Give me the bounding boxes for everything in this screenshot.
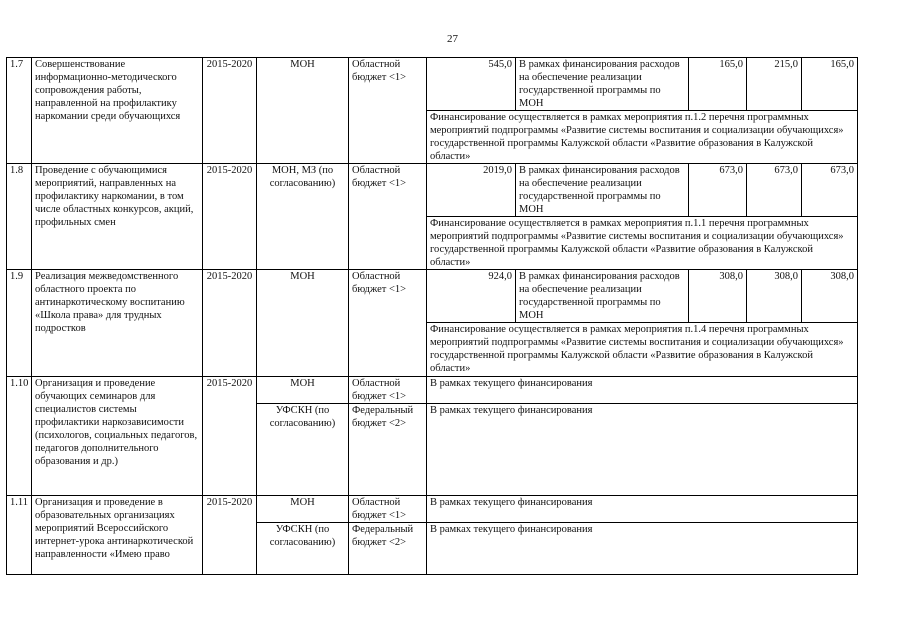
period: 2015-2020 bbox=[203, 496, 257, 575]
year-amount-1: 308,0 bbox=[689, 270, 747, 323]
program-activities-table bbox=[6, 57, 858, 575]
funding-note: Финансирование осуществляется в рамках мероприятия п.1.1 перечня программных мероприятий подпрограммы «Развитие системы воспитания и социализации обучающихся» государственной программы Калужской области «Развитие образования в Калужской области» bbox=[427, 217, 858, 270]
table-row bbox=[7, 496, 858, 523]
year-amount-1: 165,0 bbox=[689, 58, 747, 111]
executor: УФСКН (по согласованию) bbox=[257, 523, 349, 575]
executor: МОН bbox=[257, 58, 349, 164]
period: 2015-2020 bbox=[203, 164, 257, 270]
funding-note: В рамках текущего финансирования bbox=[427, 404, 858, 496]
period: 2015-2020 bbox=[203, 58, 257, 164]
funding-note: Финансирование осуществляется в рамках мероприятия п.1.4 перечня программных мероприятий подпрограммы «Развитие системы воспитания и социализации обучающихся» государственной программы Калужской области «Развитие образования в Калужской области» bbox=[427, 323, 858, 377]
executor: МОН, МЗ (по согласованию) bbox=[257, 164, 349, 270]
activity-name: Совершенствование информационно-методического сопровождения работы, направленной на профилактику наркомании среди обучающихся bbox=[32, 58, 203, 164]
year-amount-1: 673,0 bbox=[689, 164, 747, 217]
funding-source: Областной бюджет <1> bbox=[349, 377, 427, 404]
row-number: 1.8 bbox=[7, 164, 32, 270]
table-row bbox=[7, 58, 858, 111]
funding-note: В рамках текущего финансирования bbox=[427, 496, 858, 523]
period: 2015-2020 bbox=[203, 270, 257, 377]
funding-basis: В рамках финансирования расходов на обеспечение реализации государственной программы по МОН bbox=[516, 58, 689, 111]
year-amount-2: 673,0 bbox=[747, 164, 802, 217]
row-number: 1.9 bbox=[7, 270, 32, 377]
funding-source: Федеральный бюджет <2> bbox=[349, 404, 427, 496]
funding-source: Областной бюджет <1> bbox=[349, 270, 427, 377]
table-row bbox=[7, 164, 858, 217]
total-amount: 2019,0 bbox=[427, 164, 516, 217]
year-amount-3: 308,0 bbox=[802, 270, 858, 323]
funding-note: В рамках текущего финансирования bbox=[427, 377, 858, 404]
funding-source: Областной бюджет <1> bbox=[349, 164, 427, 270]
period: 2015-2020 bbox=[203, 377, 257, 496]
total-amount: 924,0 bbox=[427, 270, 516, 323]
row-number: 1.11 bbox=[7, 496, 32, 575]
activity-name: Организация и проведение обучающих семинаров для специалистов системы профилактики наркозависимости (психологов, социальных педагогов, педагогов дополнительного образования и др.) bbox=[32, 377, 203, 496]
funding-note: Финансирование осуществляется в рамках мероприятия п.1.2 перечня программных мероприятий подпрограммы «Развитие системы воспитания и социализации обучающихся» государственной программы Калужской области «Развитие образования в Калужской области» bbox=[427, 111, 858, 164]
year-amount-3: 673,0 bbox=[802, 164, 858, 217]
executor: УФСКН (по согласованию) bbox=[257, 404, 349, 496]
row-number: 1.10 bbox=[7, 377, 32, 496]
year-amount-2: 215,0 bbox=[747, 58, 802, 111]
funding-basis: В рамках финансирования расходов на обеспечение реализации государственной программы по МОН bbox=[516, 270, 689, 323]
activity-name: Реализация межведомственного областного проекта по антинаркотическому воспитанию «Школа права» для трудных подростков bbox=[32, 270, 203, 377]
year-amount-3: 165,0 bbox=[802, 58, 858, 111]
funding-source: Областной бюджет <1> bbox=[349, 496, 427, 523]
total-amount: 545,0 bbox=[427, 58, 516, 111]
funding-basis: В рамках финансирования расходов на обеспечение реализации государственной программы по МОН bbox=[516, 164, 689, 217]
row-number: 1.7 bbox=[7, 58, 32, 164]
activity-name: Организация и проведение в образовательных организациях мероприятий Всероссийского интернет-урока антинаркотической направленности «Имею право bbox=[32, 496, 203, 575]
executor: МОН bbox=[257, 496, 349, 523]
executor: МОН bbox=[257, 377, 349, 404]
activity-name: Проведение с обучающимися мероприятий, направленных на профилактику наркомании, в том числе областных конкурсов, акций, профильных смен bbox=[32, 164, 203, 270]
year-amount-2: 308,0 bbox=[747, 270, 802, 323]
table-row bbox=[7, 377, 858, 404]
page-number: 27 bbox=[447, 33, 458, 45]
funding-source: Областной бюджет <1> bbox=[349, 58, 427, 164]
executor: МОН bbox=[257, 270, 349, 377]
table-row bbox=[7, 270, 858, 323]
funding-note: В рамках текущего финансирования bbox=[427, 523, 858, 575]
funding-source: Федеральный бюджет <2> bbox=[349, 523, 427, 575]
